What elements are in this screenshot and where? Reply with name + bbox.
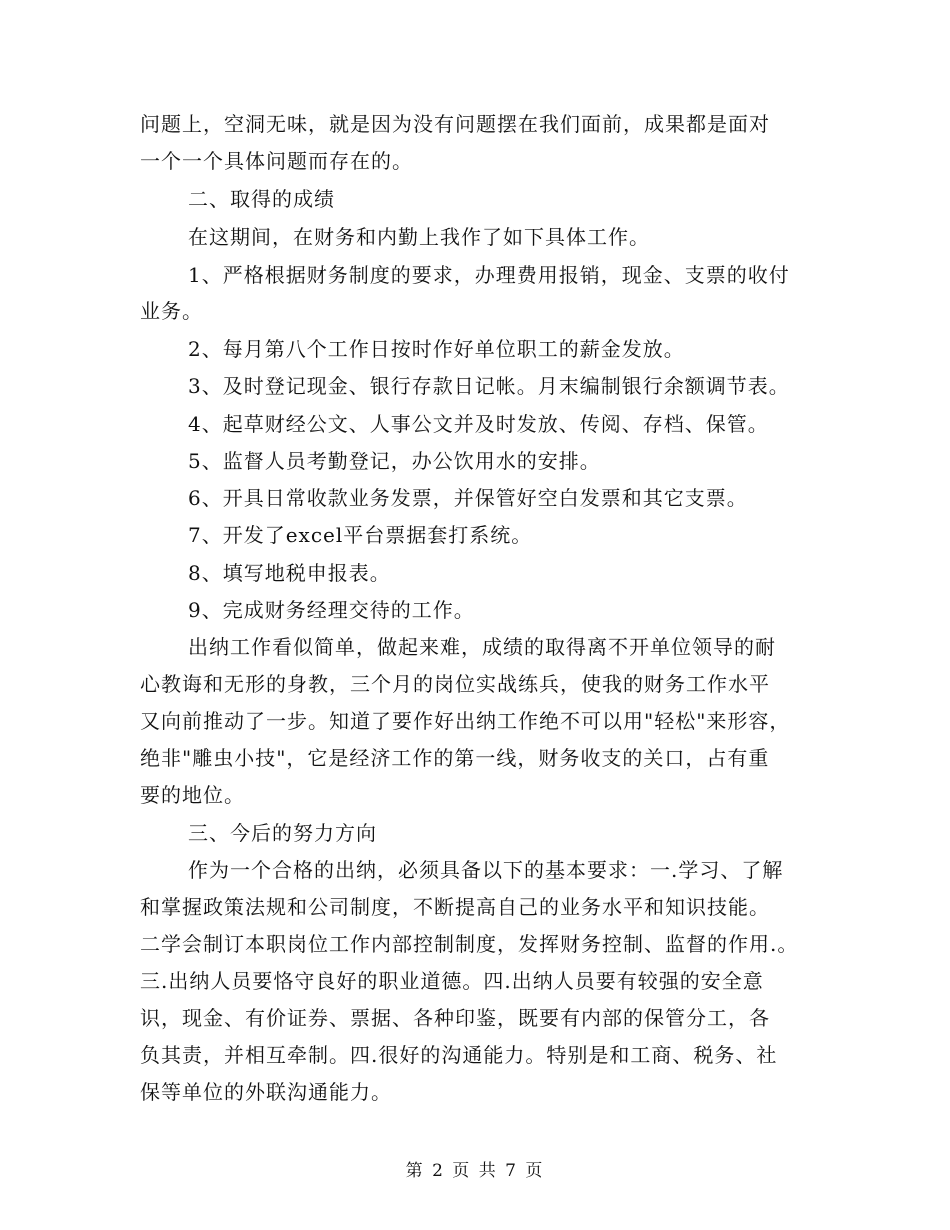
body-line: 在这期间，在财务和内勤上我作了如下具体工作。 [188,225,650,249]
body-line: 和掌握政策法规和公司制度，不断提高自己的业务水平和知识技能。 [140,895,770,919]
body-line: 绝非"雕虫小技"，它是经济工作的第一线，财务收支的关口，占有重 [140,746,770,770]
body-line: 出纳工作看似简单，做起来难，成绩的取得离不开单位领导的耐 [188,635,776,659]
list-item: 3、及时登记现金、银行存款日记帐。月末编制银行余额调节表。 [188,374,790,398]
body-line: 一个一个具体问题而存在的。 [140,149,413,173]
body-line: 识，现金、有价证券、票据、各种印鉴，既要有内部的保管分工，各 [140,1006,770,1030]
body-line: 又向前推动了一步。知道了要作好出纳工作绝不可以用"轻松"来形容， [140,709,791,733]
body-line: 保等单位的外联沟通能力。 [140,1080,392,1104]
list-item: 4、起草财经公文、人事公文并及时发放、传阅、存档、保管。 [188,412,769,436]
list-item: 5、监督人员考勤登记，办公饮用水的安排。 [188,449,601,473]
body-line: 心教诲和无形的身教，三个月的岗位实战练兵，使我的财务工作水平 [140,672,770,696]
list-item: 9、完成财务经理交待的工作。 [188,598,475,622]
section-heading: 三、今后的努力方向 [188,821,377,845]
page-number: 第 2 页 共 7 页 [405,1161,545,1181]
list-item: 7、开发了excel平台票据套打系统。 [188,523,533,547]
list-item: 2、每月第八个工作日按时作好单位职工的薪金发放。 [188,337,685,361]
body-line: 负其责，并相互牵制。四.很好的沟通能力。特别是和工商、税务、社 [140,1043,778,1067]
list-item: 8、填写地税申报表。 [188,561,391,585]
body-line: 作为一个合格的出纳，必须具备以下的基本要求：一.学习、了解 [188,858,784,882]
body-line: 二学会制订本职岗位工作内部控制制度，发挥财务控制、监督的作用.。 [140,932,799,956]
body-line: 三.出纳人员要恪守良好的职业道德。四.出纳人员要有较强的安全意 [140,969,764,993]
section-heading: 二、取得的成绩 [188,187,335,211]
list-item: 6、开具日常收款业务发票，并保管好空白发票和其它支票。 [188,486,748,510]
list-item: 1、严格根据财务制度的要求，办理费用报销，现金、支票的收付 [188,263,790,287]
body-line: 问题上，空洞无味，就是因为没有问题摆在我们面前，成果都是面对 [140,112,770,136]
body-line: 业务。 [140,299,203,323]
body-line: 要的地位。 [140,783,245,807]
